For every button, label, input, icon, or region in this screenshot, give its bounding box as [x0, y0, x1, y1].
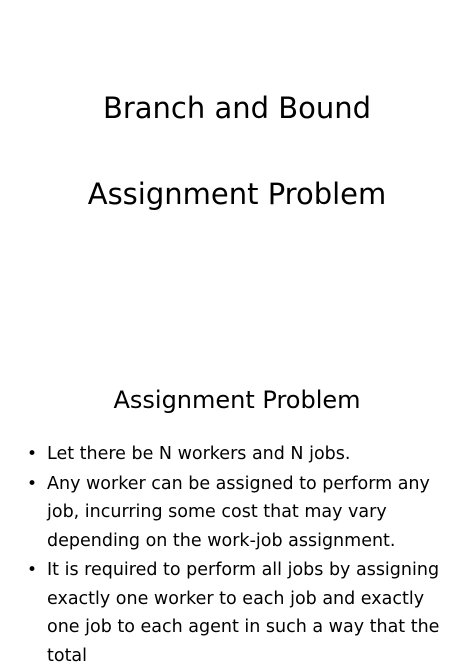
bullet-icon: •: [27, 473, 38, 494]
bullet-item: [27, 470, 452, 556]
bullet-icon: •: [27, 444, 38, 464]
bullet-text: Any worker can be assigned to perform any job, incurring some cost that may vary depending on the work-job assignment.: [47, 473, 430, 551]
content-slide: [0, 350, 474, 666]
bullet-icon: •: [27, 560, 38, 580]
bullet-text: It is required to perform all jobs by assigning exactly one worker to each job and exactly one job to each agent in such a way that the total: [47, 560, 440, 666]
bullet-list: [27, 440, 452, 671]
slide-subtitle: Assignment Problem: [87, 177, 387, 211]
bullet-item: [27, 556, 452, 670]
bullet-text: Let there be N workers and N jobs.: [47, 444, 351, 464]
slide-heading: Assignment Problem: [113, 386, 361, 414]
slide-title: Branch and Bound: [102, 91, 372, 125]
bullet-item: [27, 440, 452, 469]
